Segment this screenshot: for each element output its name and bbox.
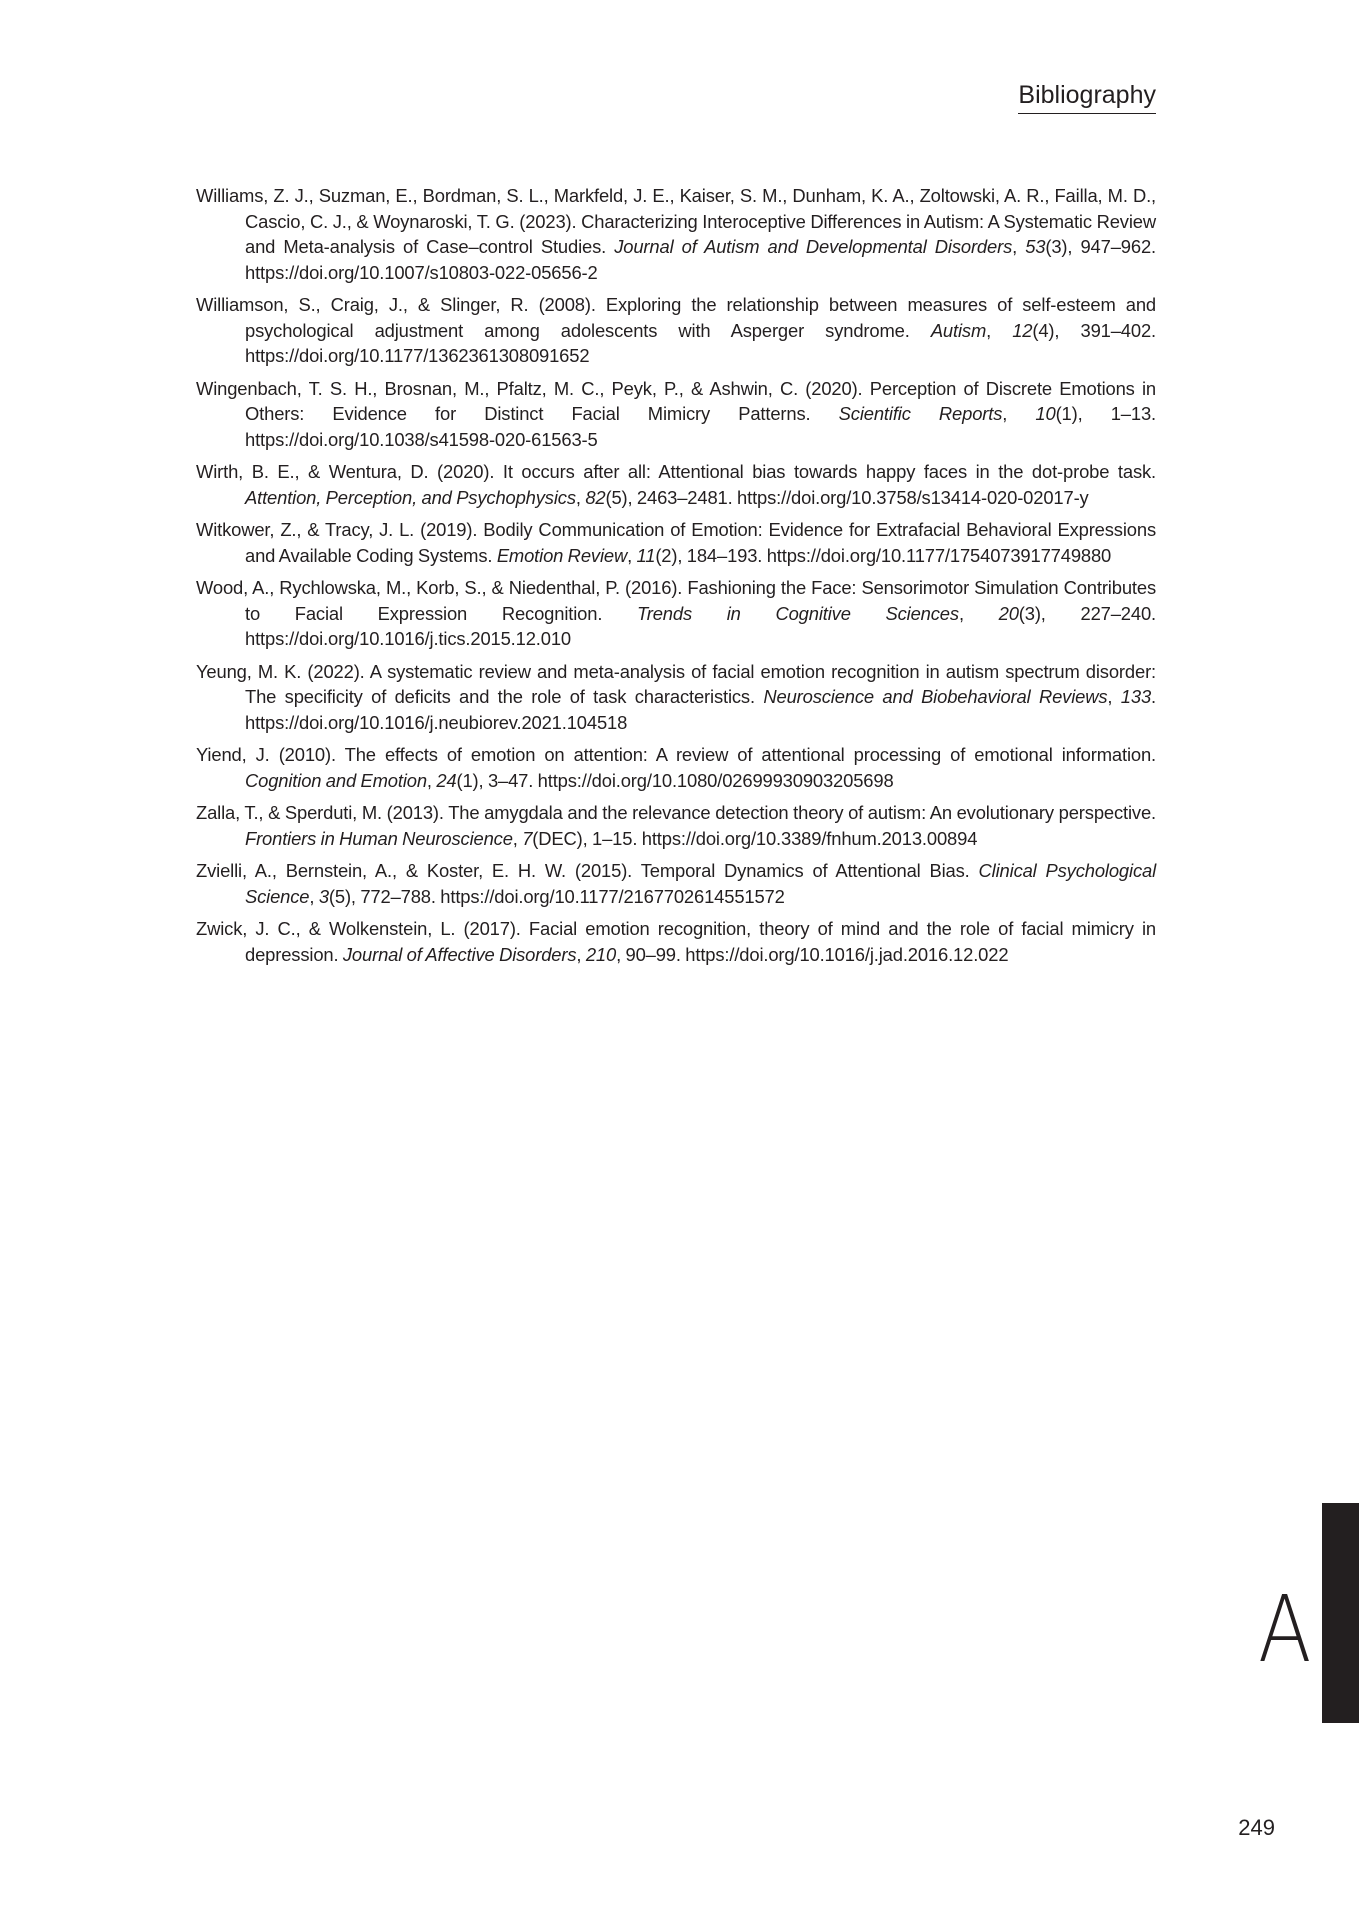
- reference-journal: Frontiers in Human Neuroscience: [245, 827, 513, 849]
- reference-citation: Yeung, M. K. (2022). A systematic review and meta-analysis of facial emotion recognition in autism spectrum disorder: The specificity of deficits and the role of task characteristics.: [196, 660, 1156, 707]
- reference-details: , 90–99. https://doi.org/10.1016/j.jad.2016.12.022: [616, 943, 1009, 965]
- reference-citation: Wirth, B. E., & Wentura, D. (2020). It occurs after all: Attentional bias towards happy faces in the dot-probe task.: [196, 461, 1156, 482]
- running-header: Bibliography: [1018, 80, 1156, 114]
- reference-separator: ,: [1107, 686, 1121, 707]
- reference-details: (3), 947–962. https://doi.org/10.1007/s10803-022-05656-2: [245, 236, 1156, 283]
- reference-entry: [196, 800, 1156, 851]
- reference-volume: 10: [1035, 403, 1056, 424]
- reference-journal: Emotion Review: [496, 544, 628, 566]
- reference-volume: 20: [998, 602, 1019, 624]
- reference-citation: Williams, Z. J., Suzman, E., Bordman, S. L., Markfeld, J. E., Kaiser, S. M., Dunham, K. A., Zoltowski, A. R., Failla, M. D., Cascio, C. J., & Woynaroski, T. G. (2023). Characterizing Interoceptive Differences in Autism: A Systematic Review and Meta-analysis of Case–control Studies.: [196, 185, 1156, 257]
- reference-volume: 133: [1120, 686, 1152, 707]
- reference-separator: ,: [986, 319, 1013, 341]
- reference-details: (2), 184–193. https://doi.org/10.1177/1754073917749880: [655, 544, 1112, 566]
- reference-entry: [196, 183, 1156, 285]
- reference-details: (4), 391–402. https://doi.org/10.1177/1362361308091652: [245, 319, 1156, 366]
- reference-separator: ,: [512, 827, 523, 849]
- reference-journal: Attention, Perception, and Psychophysics: [245, 486, 576, 508]
- reference-citation: Witkower, Z., & Tracy, J. L. (2019). Bodily Communication of Emotion: Evidence for Extrafacial Behavioral Expressions and Available Coding Systems.: [196, 519, 1156, 566]
- reference-citation: Williamson, S., Craig, J., & Slinger, R. (2008). Exploring the relationship between measures of self-esteem and psychological adjustment among adolescents with Asperger syndrome.: [196, 294, 1156, 341]
- reference-volume: 82: [585, 486, 606, 508]
- reference-entry: [196, 376, 1156, 453]
- reference-entry: [196, 858, 1156, 909]
- reference-citation: Zalla, T., & Sperduti, M. (2013). The amygdala and the relevance detection theory of autism: An evolutionary perspective.: [196, 802, 1156, 823]
- reference-entry: [196, 575, 1156, 652]
- reference-citation: Wood, A., Rychlowska, M., Korb, S., & Niedenthal, P. (2016). Fashioning the Face: Sensorimotor Simulation Contributes to Facial Expression Recognition.: [196, 577, 1156, 624]
- thumb-index-tab: [1322, 1503, 1359, 1723]
- reference-journal: Autism: [930, 319, 987, 341]
- reference-volume: 210: [585, 943, 617, 965]
- reference-separator: ,: [426, 769, 437, 791]
- reference-citation: Yiend, J. (2010). The effects of emotion on attention: A review of attentional processing of emotional information.: [196, 744, 1156, 765]
- reference-separator: ,: [627, 544, 637, 566]
- reference-journal: Scientific Reports: [838, 403, 1003, 424]
- thumb-index-letter: A: [1258, 1576, 1312, 1683]
- reference-entry: [196, 742, 1156, 793]
- reference-citation: Zvielli, A., Bernstein, A., & Koster, E. H. W. (2015). Temporal Dynamics of Attentional Bias.: [196, 860, 979, 881]
- reference-entry: [196, 659, 1156, 736]
- reference-separator: ,: [958, 602, 999, 624]
- reference-volume: 7: [522, 827, 533, 849]
- reference-entry: [196, 459, 1156, 510]
- reference-separator: ,: [1012, 236, 1026, 257]
- reference-details: (DEC), 1–15. https://doi.org/10.3389/fnhum.2013.00894: [532, 827, 978, 849]
- reference-volume: 12: [1012, 319, 1033, 341]
- reference-details: . https://doi.org/10.1016/j.neubiorev.2021.104518: [245, 686, 1156, 733]
- reference-details: (5), 2463–2481. https://doi.org/10.3758/s13414-020-02017-y: [605, 486, 1089, 508]
- reference-separator: ,: [309, 885, 319, 907]
- reference-journal: Journal of Affective Disorders: [342, 943, 577, 965]
- reference-journal: Journal of Autism and Developmental Disorders: [614, 236, 1013, 257]
- page-number: 249: [1238, 1815, 1275, 1840]
- reference-journal: Neuroscience and Biobehavioral Reviews: [763, 686, 1108, 707]
- reference-volume: 11: [636, 544, 656, 566]
- reference-volume: 53: [1025, 236, 1046, 257]
- reference-entry: [196, 916, 1156, 967]
- reference-details: (1), 1–13. https://doi.org/10.1038/s41598-020-61563-5: [245, 403, 1157, 450]
- reference-separator: ,: [575, 486, 586, 508]
- reference-details: (5), 772–788. https://doi.org/10.1177/2167702614551572: [328, 885, 785, 907]
- reference-details: (1), 3–47. https://doi.org/10.1080/02699930903205698: [456, 769, 894, 791]
- reference-journal: Trends in Cognitive Sciences: [637, 602, 959, 624]
- reference-volume: 3: [318, 885, 329, 907]
- reference-citation: Wingenbach, T. S. H., Brosnan, M., Pfaltz, M. C., Peyk, P., & Ashwin, C. (2020). Perception of Discrete Emotions in Others: Evidence for Distinct Facial Mimicry Patterns.: [196, 377, 1156, 424]
- reference-entry: [196, 517, 1156, 568]
- reference-separator: ,: [1002, 403, 1036, 424]
- reference-details: (3), 227–240. https://doi.org/10.1016/j.tics.2015.12.010: [245, 602, 1156, 649]
- reference-volume: 24: [436, 769, 457, 791]
- reference-journal: Clinical Psychological Science: [245, 860, 1157, 907]
- reference-separator: ,: [576, 943, 586, 965]
- reference-citation: Zwick, J. C., & Wolkenstein, L. (2017). Facial emotion recognition, theory of mind and the role of facial mimicry in depression.: [196, 918, 1156, 965]
- reference-journal: Cognition and Emotion: [245, 769, 427, 791]
- reference-list: [196, 183, 1156, 974]
- reference-entry: [196, 292, 1156, 369]
